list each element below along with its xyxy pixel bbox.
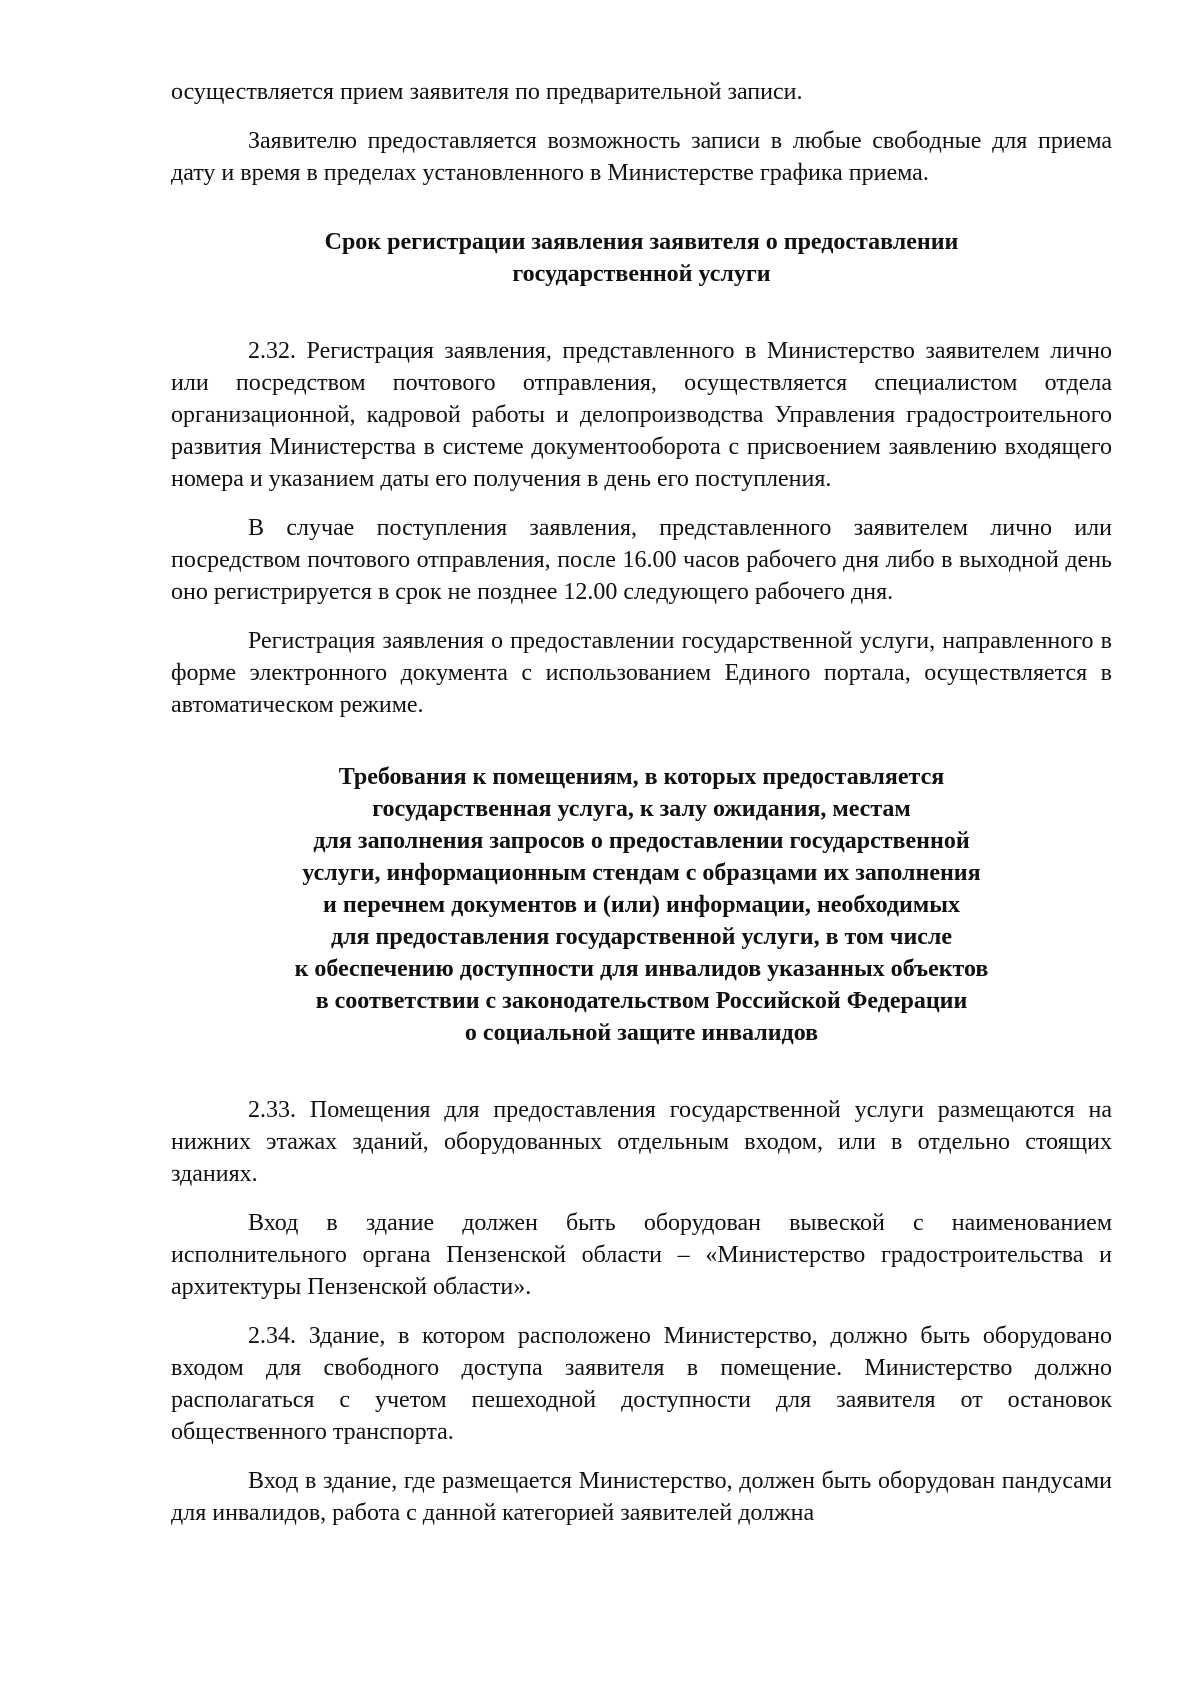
paragraph-late-registration: В случае поступления заявления, представленного заявителем лично или посредством почтового отправления, после 16.00 часов рабочего дня либо в выходной день оно регистрируется в срок не позднее 12.00 следующего рабочего дня. — [171, 515, 1112, 605]
heading-line: о социальной защите инвалидов — [464, 1020, 819, 1046]
heading-line: для заполнения запросов о предоставлении государственной — [313, 828, 970, 854]
section-heading-premises-requirements — [171, 761, 1112, 1049]
heading-line: государственной услуги — [512, 261, 771, 287]
paragraph-ramps: Вход в здание, где размещается Министерство, должен быть оборудован пандусами для инвалидов, работа с данной категорией заявителей должна — [171, 1468, 1112, 1526]
paragraph-2-32: 2.32. Регистрация заявления, представленного в Министерство заявителем лично или посредством почтового отправления, осуществляется специалистом отдела организационной, кадровой работы и делопроизводства Управления градостроительного развития Министерства в системе документооборота с присвоением заявлению входящего номера и указанием даты его получения в день его поступления. — [171, 338, 1112, 492]
heading-line: услуги, информационным стендам с образцами их заполнения — [302, 860, 981, 886]
paragraph-appointment: Заявителю предоставляется возможность записи в любые свободные для приема дату и время в пределах установленного в Министерстве графика приема. — [171, 128, 1112, 186]
paragraph-entrance-sign: Вход в здание должен быть оборудован вывеской с наименованием исполнительного органа Пензенской области – «Министерство градостроительства и архитектуры Пензенской области». — [171, 1210, 1112, 1300]
heading-line: государственная услуга, к залу ожидания, местам — [372, 796, 911, 822]
heading-line: к обеспечению доступности для инвалидов указанных объектов — [294, 956, 989, 982]
paragraph-continuation: осуществляется прием заявителя по предварительной записи. — [171, 79, 803, 105]
heading-line: для предоставления государственной услуги, в том числе — [330, 924, 953, 950]
heading-line: в соответствии с законодательством Российской Федерации — [315, 988, 968, 1014]
heading-line: и перечнем документов и (или) информации, необходимых — [323, 892, 960, 918]
paragraph-2-34: 2.34. Здание, в котором расположено Министерство, должно быть оборудовано входом для свободного доступа заявителя в помещение. Министерство должно располагаться с учетом пешеходной доступности для заявителя от остановок общественного транспорта. — [171, 1323, 1112, 1445]
paragraph-2-33: 2.33. Помещения для предоставления государственной услуги размещаются на нижних этажах зданий, оборудованных отдельным входом, или в отдельно стоящих зданиях. — [171, 1097, 1112, 1187]
paragraph-electronic-registration: Регистрация заявления о предоставлении государственной услуги, направленного в форме электронного документа с использованием Единого портала, осуществляется в автоматическом режиме. — [171, 628, 1112, 718]
heading-line: Требования к помещениям, в которых предоставляется — [338, 764, 945, 790]
section-heading-registration-term — [171, 226, 1112, 290]
heading-line: Срок регистрации заявления заявителя о предоставлении — [324, 229, 959, 255]
